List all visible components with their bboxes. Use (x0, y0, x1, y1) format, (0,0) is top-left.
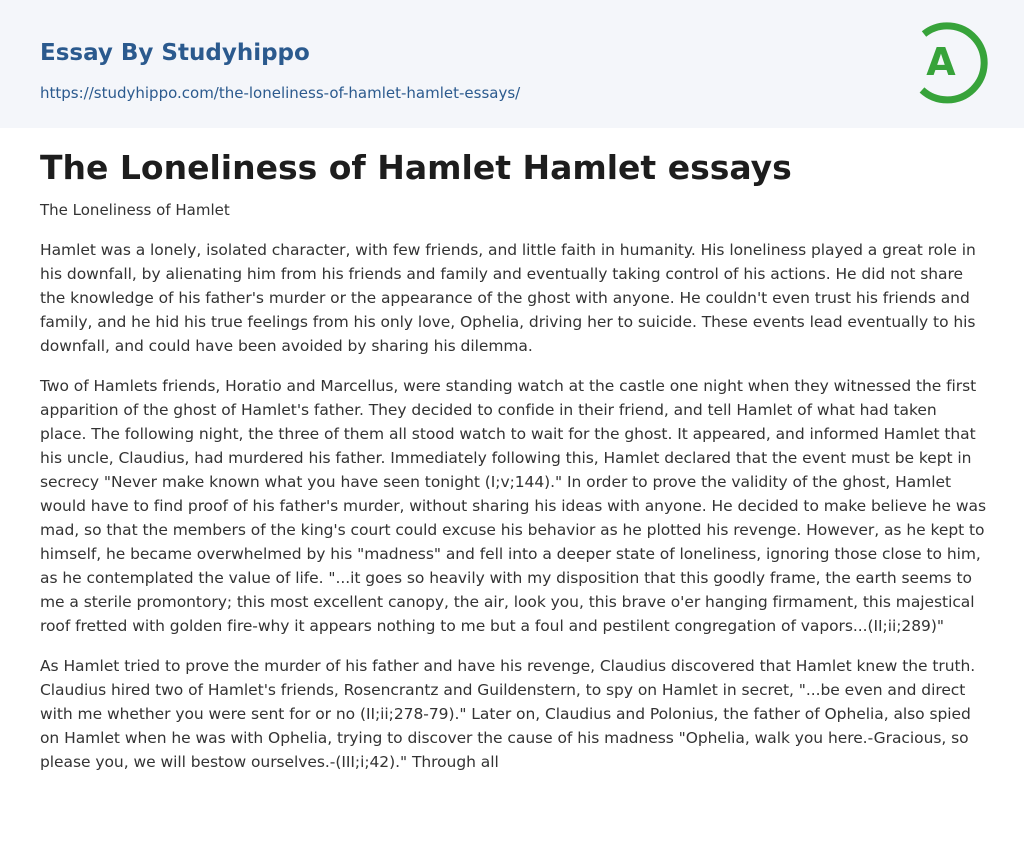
essay-paragraph-2: Two of Hamlets friends, Horatio and Marcellus, were standing watch at the castle one night when they witnessed the first apparition of the ghost of Hamlet's father. They decided to confide in their friend, and tell Hamlet of what had taken place. The following night, the three of them all stood watch to wait for the ghost. It appeared, and informed Hamlet that his uncle, Claudius, had murdered his father. Immediately following this, Hamlet declared that the event must be kept in secrecy "Never make known what you have seen tonight (I;v;144)." In order to prove the validity of the ghost, Hamlet would have to find proof of his father's murder, without sharing his ideas with anyone. He decided to make believe he was mad, so that the members of the king's court could excuse his behavior as he plotted his revenge. However, as he kept to himself, he became overwhelmed by his "madness" and fell into a deeper state of loneliness, ignoring those close to him, as he contemplated the value of life. "...it goes so heavily with my disposition that this goodly frame, the earth seems to me a sterile promontory; this most excellent canopy, the air, look you, this brave o'er hanging firmament, this majestical roof fretted with golden fire-why it appears nothing to me but a foul and pestilent congregation of vapors...(II;ii;289)" (40, 377, 986, 635)
page-url-link[interactable]: https://studyhippo.com/the-loneliness-of-hamlet-hamlet-essays/ (40, 84, 521, 102)
essay-title: The Loneliness of Hamlet Hamlet essays (40, 148, 792, 187)
essay-content (40, 146, 986, 790)
essay-subtitle: The Loneliness of Hamlet (40, 201, 230, 219)
essay-paragraph-1: Hamlet was a lonely, isolated character, with few friends, and little faith in humanity. His loneliness played a great role in his downfall, by alienating him from his friends and family and eventually taking control of his actions. He did not share the knowledge of his father's murder or the appearance of the ghost with anyone. He couldn't even trust his friends and family, and he hid his true feelings from his only love, Ophelia, driving her to suicide. These events lead eventually to his downfall, and could have been avoided by sharing his dilemma. (40, 241, 976, 355)
essay-paragraph-3: As Hamlet tried to prove the murder of his father and have his revenge, Claudius discovered that Hamlet knew the truth. Claudius hired two of Hamlet's friends, Rosencrantz and Guildenstern, to spy on Hamlet in secret, "...be even and direct with me whether you were sent for or no (II;ii;278-79)." Later on, Claudius and Polonius, the father of Ophelia, also spied on Hamlet when he was with Ophelia, trying to discover the cause of his madness "Ophelia, walk you here.-Gracious, so please you, we will bestow ourselves.-(III;i;42)." Through all (40, 657, 976, 771)
site-title[interactable]: Essay By Studyhippo (40, 40, 310, 66)
studyhippo-logo-icon[interactable] (910, 18, 988, 106)
logo-letter: A (926, 40, 956, 84)
site-header (0, 0, 1024, 128)
